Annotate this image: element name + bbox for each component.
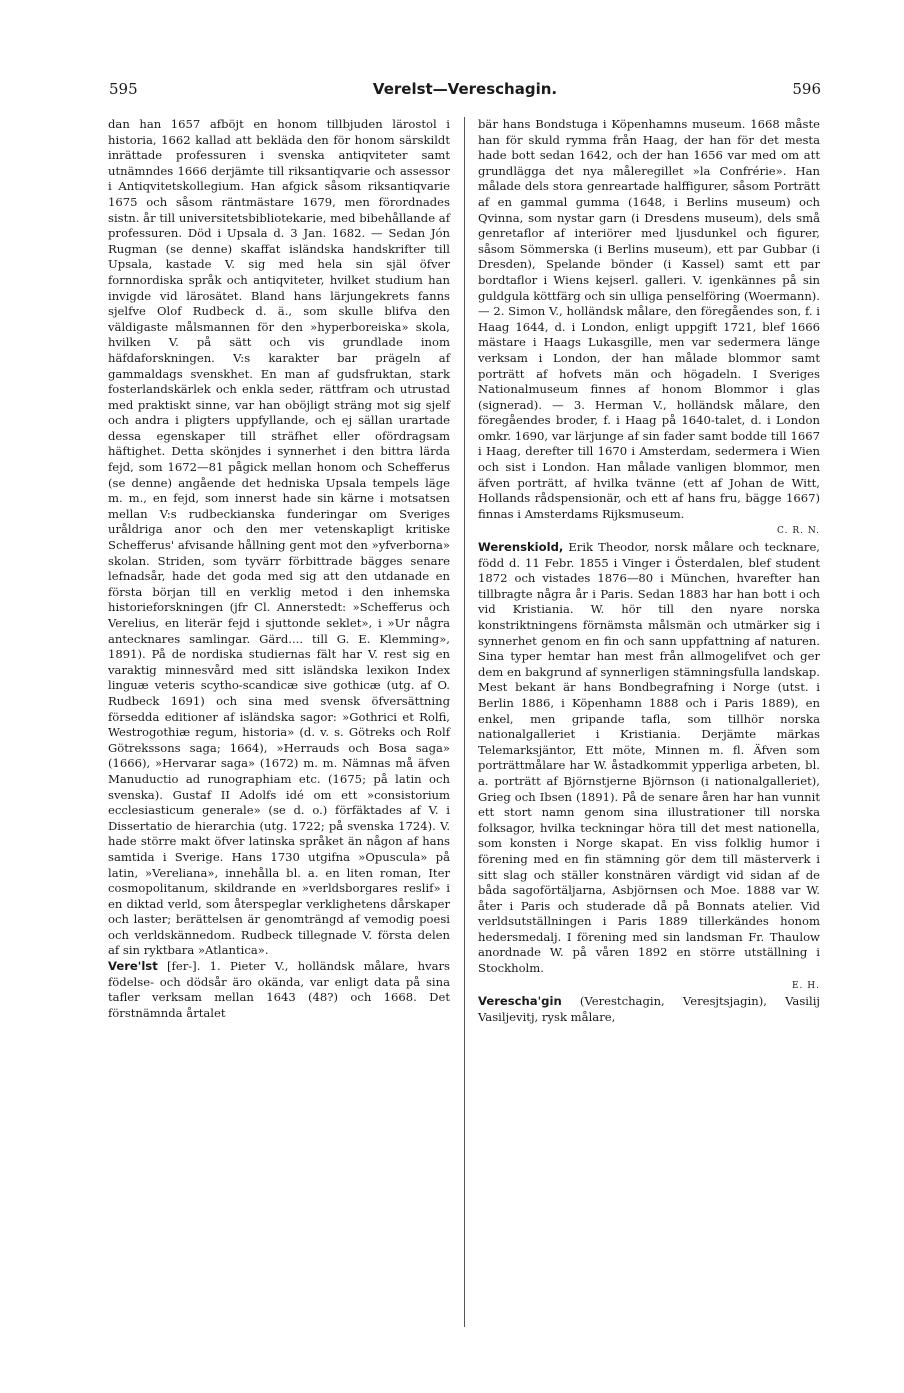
paragraph-verelst-continued: bär hans Bondstuga i Köpenhamns museum. 1668 måste han för skuld rymma från Haag, der han för det mesta hade bott sedan 1642, och der han 1656 var med om att grundlägga det nya måleregillet »la Confrérie». Han målade dels stora genreartade halffigurer, såsom Porträtt af en gammal gumma (1648, i Berlins museum) och Qvinna, som nystar garn (i Dresdens museum), dels små genretaflor af interiörer med ljusdunkel och figurer, såsom Sömmerska (i Berlins museum), ett par Gubbar (i Dresden), Spelande bönder (i Kassel) samt ett par bordtaflor i Wiens kejserl. galleri. V. igenkännes på sin guldgula köttfärg och sin ulliga penselföring (Woermann). — 2. Simon V., holländsk målare, den föregåendes son, f. i Haag 1644, d. i London, enligt uppgift 1721, blef 1666 mästare i Haags Lukasgille, men var sedermera länge verksam i London, der han målade blommor samt porträtt af hofvets män och högadeln. I Sveriges Nationalmuseum finnes af honom Blommor i glas (signerad). — 3. Herman V., holländsk målare, den föregåendes broder, f. i Haag på 1640-talet, d. i London omkr. 1690, var lärjunge af sin fader samt bodde till 1667 i Haag, derefter till 1670 i Amsterdam, sedermera i Wien och sist i London. Han målade vanligen blommor, men äfven porträtt, af hvilka tvänne (ett af Johan de Witt, Hollands rådspensionär, och ett af hans fru, bägge 1667) finnas i Amsterdams Rijksmuseum. [478,117,820,521]
running-head: Verelst—Vereschagin. [372,80,558,98]
entry-verelst [108,959,450,1021]
page-number-right: 596 [792,80,821,98]
right-column [478,117,820,1025]
entry-headword: Verescha'gin [478,994,562,1009]
entry-text: [fer-]. 1. Pieter V., holländsk målare, hvars födelse- och dödsår äro okända, var enligt data på sina tafler verksam mellan 1643 (48?) och 1668. Det förstnämnda årtalet [108,959,450,1020]
entry-text: (Verestchagin, Veresjtsjagin), Vasilij Vasiljevitj, rysk målare, [478,994,820,1024]
entry-text: Erik Theodor, norsk målare och tecknare, född d. 11 Febr. 1855 i Vinger i Österdalen, blef student 1872 och vistades 1876—80 i München, hvarefter han tillbragte några år i Paris. Sedan 1883 har han bott i och vid Kristiania. W. hör till den nyare norska konstriktningens förnämsta målsmän och utmärker sig i synnerhet genom en fin och sann uppfattning af naturen. Sina typer hemtar han mest från allmogelifvet och ger dem en bakgrund af synnerligen stämningsfulla landskap. Mest bekant är hans Bondbegrafning i Norge (utst. i Berlin 1886, i Köpenhamn 1888 och i Paris 1889), en enkel, men gripande tafla, som tillhör norska nationalgalleriet i Kristiania. Derjämte märkas Telemarksjäntor, Ett möte, Minnen m. fl. Äfven som porträttmålare har W. åstadkommit ypperliga arbeten, bl. a. porträtt af Björnstjerne Björnson (i nationalgalleriet), Grieg och Ibsen (1891). På de senare åren har han vunnit ett stort namn genom sina illustrationer till norska folksagor, hvilka teckningar höra till det mest nationella, som konsten i Norge skapat. En viss folklig humor i förening med en fin stämning gör dem till mästerverk i sitt slag och ställer konstnären värdigt vid sidan af de båda sagoförtäljarna, Asbjörnsen och Moe. 1888 var W. åter i Paris och studerade då på Bonnats atelier. Vid verldsutställningen i Paris 1889 tillerkändes honom hedersmedalj. I förening med sin landsman Fr. Thaulow anordnade W. på våren 1892 en större utställning i Stockholm. [478,540,820,976]
author-signature: E. H. [791,980,820,991]
entry-werenskiold [478,540,820,977]
entry-headword: Werenskiold, [478,540,564,555]
signature-row [478,977,820,995]
column-divider [464,117,465,1327]
entry-headword: Vere'lst [108,959,158,974]
page-number-left: 595 [109,80,138,98]
author-signature: C. R. N. [777,526,820,537]
entry-vereschagin [478,994,820,1025]
paragraph-verelius-continued: dan han 1657 afböjt en honom tillbjuden lärostol i historia, 1662 kallad att bekläda den för honom särskildt inrättade professuren i svenska antiqviteter samt utnämndes 1666 derjämte till riksantiqvarie och assessor i Antiqvitetskollegium. Han afgick såsom riksantiqvarie 1675 och såsom räntmästare 1679, men förordnades sistn. år till universitetsbibliotekarie, med bibehållande af professuren. Död i Upsala d. 3 Jan. 1682. — Sedan Jón Rugman (se denne) skaffat isländska handskrifter till Upsala, kastade V. sig med hela sin själ öfver fornnordiska språk och antiqviteter, hvilket studium han invigde vid lärosätet. Bland hans lärjungekrets fanns sjelfve Olof Rudbeck d. ä., som skulle blifva den väldigaste målsmannen för den »hyperboreiska» skola, hvilken V. på sätt och vis grundlade inom häfdaforskningen. V:s karakter bar prägeln af gammaldags svenskhet. En man af gudsfruktan, stark fosterlandskärlek och enkla seder, rättfram och utrustad med praktiskt sinne, var han oböjligt sträng mot sig sjelf och andra i pligters uppfyllande, och ej sällan urartade dessa egenskaper till sträfhet eller ofördragsam häftighet. Detta skönjdes i synnerhet i den bittra lärda fejd, som 1672—81 pågick mellan honom och Schefferus (se denne) angående det hedniska Upsala tempels läge m. m., en fejd, som innerst hade sin kärne i motsatsen mellan V:s rudbeckianska funderingar om Sveriges uråldriga anor och den mer vetenskapligt kritiske Schefferus' afvisande hållning gent mot den »yfverborna» skolan. Striden, som tyvärr förbittrade bägges senare lefnadsår, hade det goda med sig att den utdanade en första början till en verklig metod i den inhemska historieforskningen (jfr Cl. Annerstedt: »Schefferus och Verelius, en literär fejd i sjuttonde seklet», i »Ur några antecknares samlingar. Gärd.... till G. E. Klemming», 1891). På de nordiska studiernas fält har V. rest sig en varaktig minnesvård med sitt isländska lexikon Index linguæ veteris scytho-scandicæ sive gothicæ (utg. af O. Rudbeck 1691) och sina med svensk öfversättning försedda editioner af isländska sagor: »Gothrici et Rolfi, Westrogothiæ regum, historia» (d. v. s. Götreks och Rolf Götrekssons saga; 1664), »Herrauds och Bosa saga» (1666), »Hervarar saga» (1672) m. m. Nämnas må äfven Manuductio ad runographiam etc. (1675; på latin och svenska). Gustaf II Adolfs idé om ett »consistorium ecclesiasticum generale» (se d. o.) förfäktades af V. i Dissertatio de hierarchia (utg. 1722; på svenska 1724). V. hade större makt öfver latinska språket än någon af hans samtida i Sverige. Hans 1730 utgifna »Opuscula» på latin, »Vereliana», innehålla bl. a. en liten roman, Iter cosmopolitanum, skildrande en »verldsborgares reslif» i en diktad verld, som återspeglar verklighetens dårskaper och laster; berättelsen är genomträngd af vemodig poesi och verldskännedom. Rudbeck tillegnade V. första delen af sin ryktbara »Atlantica». [108,117,450,958]
left-column [108,117,450,1021]
signature-row [478,522,820,540]
page-header [109,80,821,102]
